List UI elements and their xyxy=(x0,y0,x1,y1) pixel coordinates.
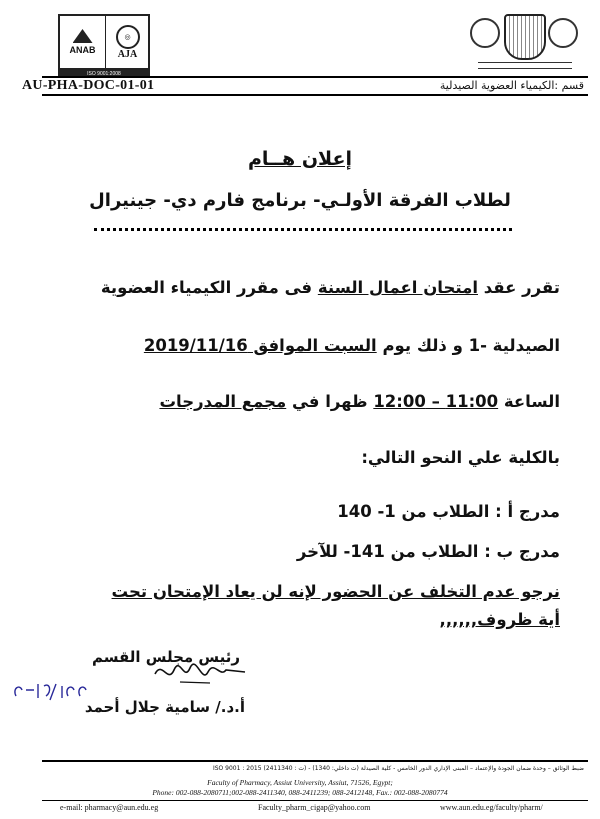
footer-address: Faculty of Pharmacy, Assiut University, Assiut, 71526, Egypt; xyxy=(207,778,393,787)
line1-part-b: امتحان اعمال السنة xyxy=(317,278,478,297)
line2-part-b: السبت الموافق 2019/11/16 xyxy=(143,336,377,355)
body-line-1 xyxy=(101,278,560,297)
dotted-divider xyxy=(94,228,512,231)
right-seal-icon xyxy=(548,18,578,48)
iso-label: ISO 9001:2008 xyxy=(58,70,150,78)
anab-text: ANAB xyxy=(69,45,96,55)
accreditation-logos xyxy=(58,14,150,70)
footer-yahoo: Faculty_pharm_cigap@yahoo.com xyxy=(258,803,371,812)
university-logo xyxy=(470,12,580,76)
footer-divider-bottom xyxy=(42,800,588,801)
footer-divider-top xyxy=(42,760,588,762)
anab-mark-icon xyxy=(73,29,93,43)
line3-part-b: 11:00 – 12:00 xyxy=(373,392,499,411)
notice-line-2: أية ظروف,,,,,, xyxy=(439,610,560,629)
left-seal-icon xyxy=(470,18,500,48)
footer-website: www.aun.edu.eg/faculty/pharm/ xyxy=(440,803,543,812)
hall-b-line: مدرج ب : الطلاب من 141- للآخر xyxy=(296,542,560,561)
hall-a-line: مدرج أ : الطلاب من 1- 140 xyxy=(337,502,560,521)
body-line-2 xyxy=(144,336,560,355)
line3-part-d: مجمع المدرجات xyxy=(159,392,287,411)
footer-quality-unit: ضبط الوثائق – وحدة ضمان الجودة والإعتماد – المبنى الإداري الدور الخامس - كلية الصيدلة (ت داخلي: 1340) - (ت : 2411340) ISO 9001 : 2015 xyxy=(212,765,584,772)
footer-email: e-mail: pharmacy@aun.edu.eg xyxy=(60,803,159,812)
faculty-crest-icon xyxy=(504,14,546,60)
department-name: قسم :الكيمياء العضوية الصيدلية xyxy=(439,79,584,92)
crest-divider xyxy=(478,62,572,63)
footer-phone: Phone: 002-088-2080711;002-088-2411340, 088-2411239; 088-2412148, Fax.: 002-088-2080774 xyxy=(152,788,448,797)
aja-seal-icon: ◎ xyxy=(116,25,140,49)
signatory-name: أ.د./ سامية جلال أحمد xyxy=(84,698,245,716)
handwritten-signature-icon xyxy=(150,652,250,692)
line1-part-a: تقرر عقد xyxy=(477,278,560,297)
announcement-title: إعلان هــام xyxy=(248,148,352,170)
notice-line-1: نرجو عدم التخلف عن الحضور لإنه لن يعاد الإمتحان تحت xyxy=(111,582,560,601)
line1-part-c: فى مقرر الكيمياء العضوية xyxy=(100,278,318,297)
announcement-subtitle: لطلاب الفرقة الأولـي- برنامج فارم دي- جينيرال xyxy=(89,190,511,211)
line3-part-a: الساعة xyxy=(498,392,560,411)
line2-part-a: الصيدلية -1 و ذلك يوم xyxy=(376,336,560,355)
anab-logo xyxy=(60,16,106,68)
crest-divider-2 xyxy=(478,68,572,69)
document-code: AU-PHA-DOC-01-01 xyxy=(22,78,155,93)
aja-logo xyxy=(107,16,148,68)
signature-title: رئيس مجلس القسم xyxy=(91,648,240,666)
body-line-4: بالكلية علي النحو التالي: xyxy=(361,448,560,467)
aja-text: AJA xyxy=(117,48,138,60)
line3-part-c: ظهرا في xyxy=(286,392,374,411)
body-line-3 xyxy=(159,392,560,411)
